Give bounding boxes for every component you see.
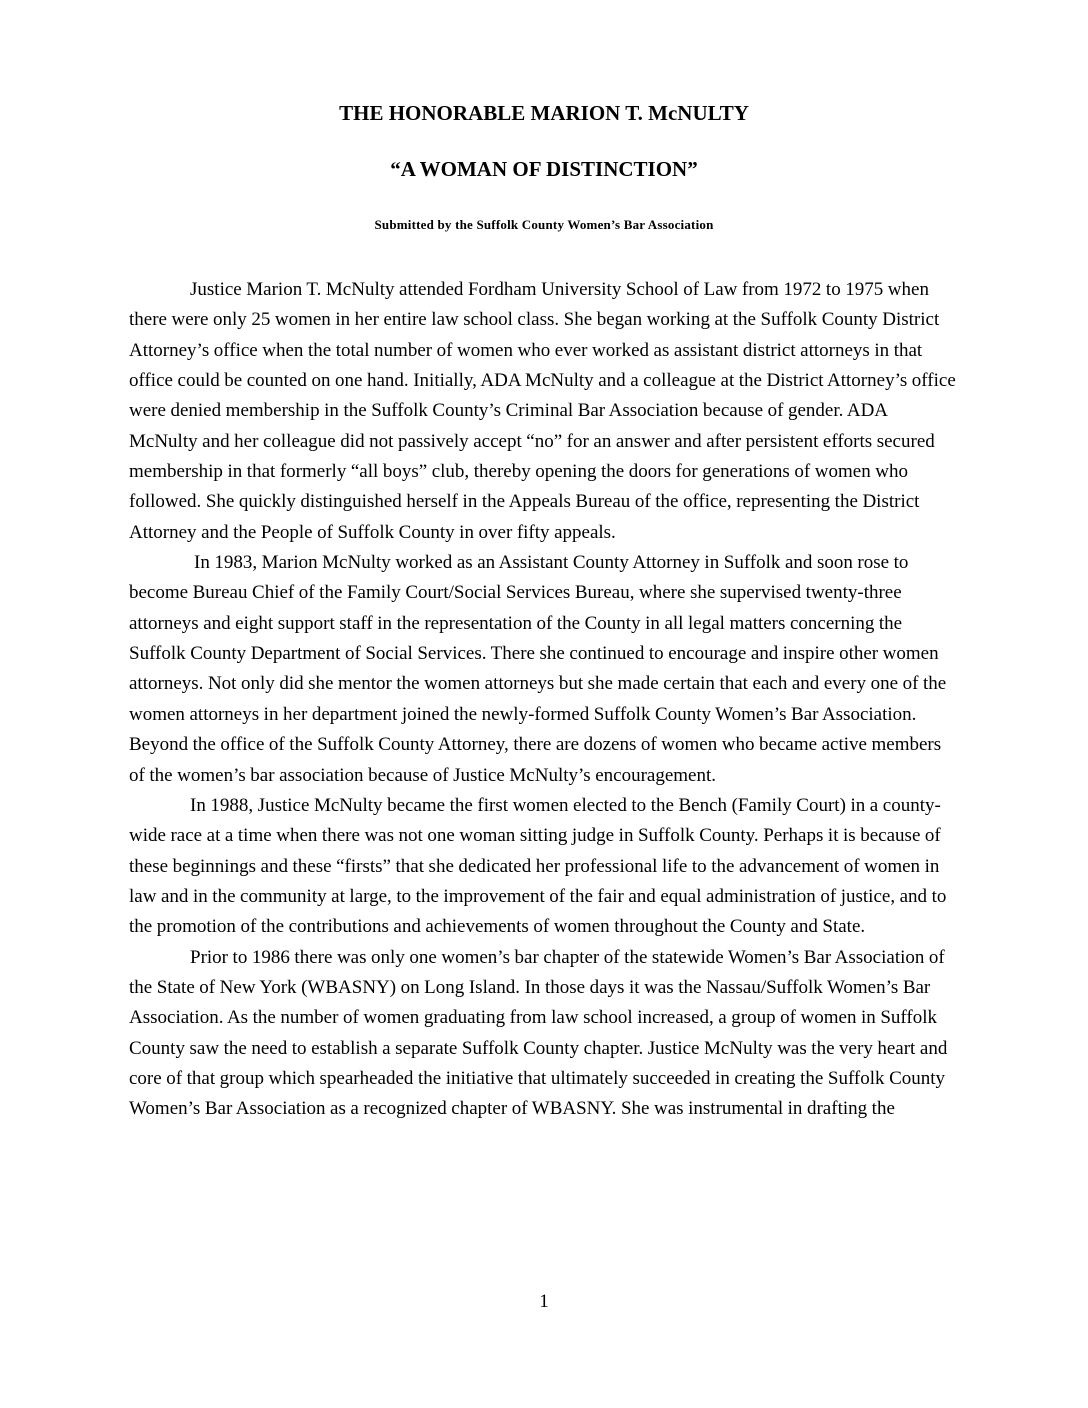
- submitted-by-line: Submitted by the Suffolk County Women’s Bar Association: [374, 217, 714, 232]
- body-text: [129, 275, 959, 1125]
- paragraph: Justice Marion T. McNulty attended Fordham University School of Law from 1972 to 1975 when there were only 25 women in her entire law school class. She began working at the Suffolk County District Attorney’s office when the total number of women who ever worked as assistant district attorneys in that office could be counted on one hand. Initially, ADA McNulty and a colleague at the District Attorney’s office were denied membership in the Suffolk County’s Criminal Bar Association because of gender. ADA McNulty and her colleague did not passively accept “no” for an answer and after persistent efforts secured membership in that formerly “all boys” club, thereby opening the doors for generations of women who followed. She quickly distinguished herself in the Appeals Bureau of the office, representing the District Attorney and the People of Suffolk County in over fifty appeals.: [129, 279, 956, 543]
- document-title: THE HONORABLE MARION T. McNULTY: [339, 101, 749, 125]
- paragraph: In 1983, Marion McNulty worked as an Assistant County Attorney in Suffolk and soon rose to become Bureau Chief of the Family Court/Social Services Bureau, where she supervised twenty-three attorneys and eight support staff in the representation of the County in all legal matters concerning the Suffolk County Department of Social Services. There she continued to encourage and inspire other women attorneys. Not only did she mentor the women attorneys but she made certain that each and every one of the women attorneys in her department joined the newly-formed Suffolk County Women’s Bar Association. Beyond the office of the Suffolk County Attorney, there are dozens of women who became active members of the women’s bar association because of Justice McNulty’s encouragement.: [129, 552, 947, 786]
- page-number: 1: [539, 1291, 549, 1312]
- paragraph: In 1988, Justice McNulty became the first women elected to the Bench (Family Court) in a county-wide race at a time when there was not one woman sitting judge in Suffolk County. Perhaps it is because of these beginnings and these “firsts” that she dedicated her professional life to the advancement of women in law and in the community at large, to the improvement of the fair and equal administration of justice, and to the promotion of the contributions and achievements of women throughout the County and State.: [129, 794, 947, 938]
- document-subtitle: “A WOMAN OF DISTINCTION”: [390, 157, 698, 181]
- paragraph: Prior to 1986 there was only one women’s bar chapter of the statewide Women’s Bar Association of the State of New York (WBASNY) on Long Island. In those days it was the Nassau/Suffolk Women’s Bar Association. As the number of women graduating from law school increased, a group of women in Suffolk County saw the need to establish a separate Suffolk County chapter. Justice McNulty was the very heart and core of that group which spearheaded the initiative that ultimately succeeded in creating the Suffolk County Women’s Bar Association as a recognized chapter of WBASNY. She was instrumental in drafting the: [129, 946, 948, 1120]
